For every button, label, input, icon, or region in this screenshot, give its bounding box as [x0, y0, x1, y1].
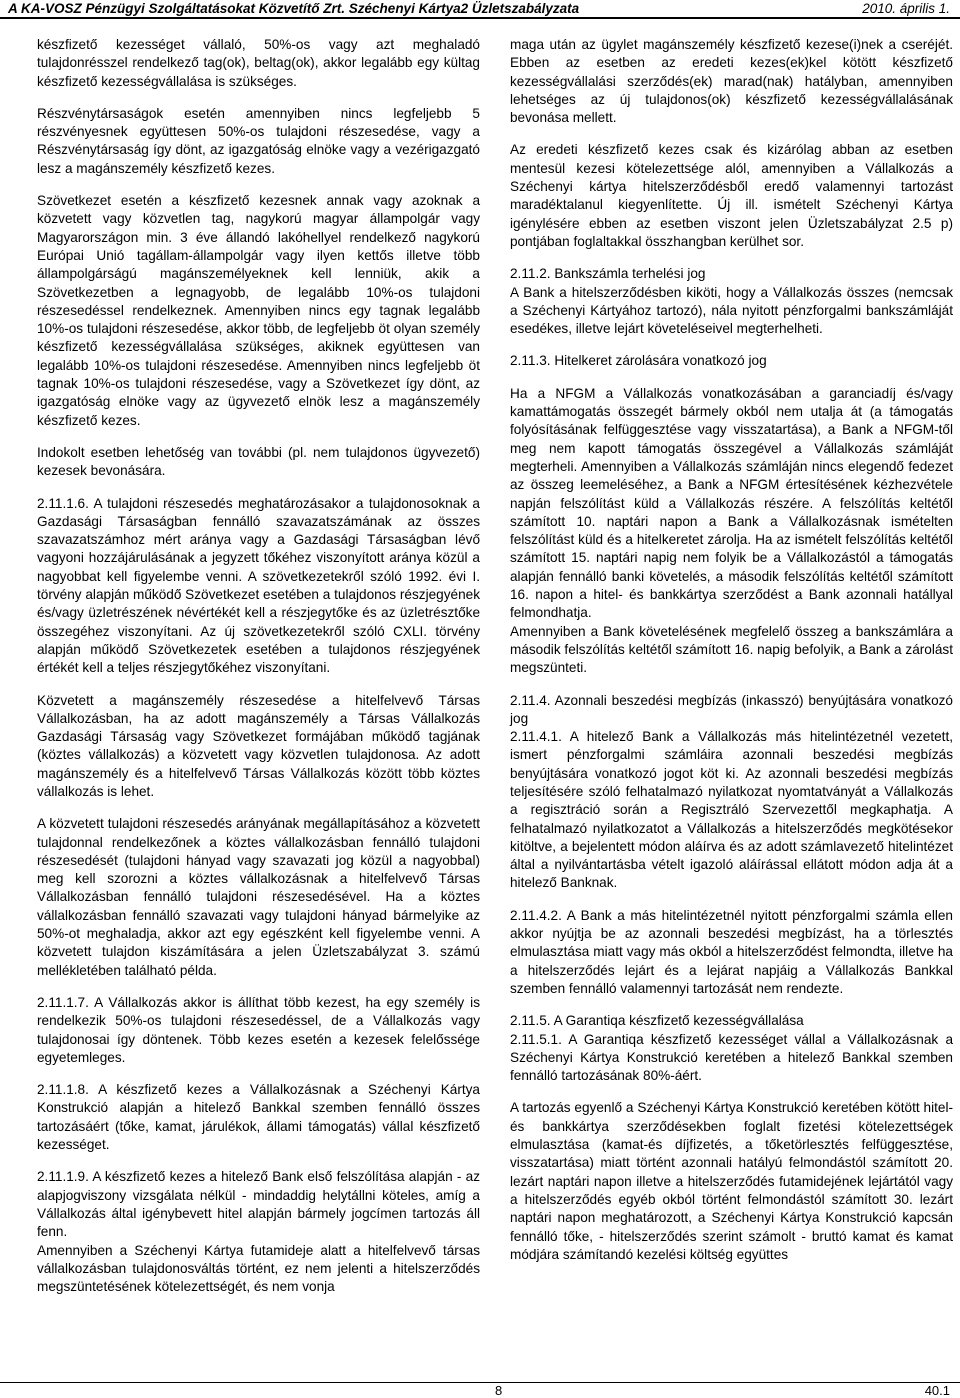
paragraph: Ha a NFGM a Vállalkozás vonatkozásában a garanciadíj és/vagy kamattámogatás összegét bármely okból nem utalja át (a támogatás folyósításának felfüggesztése vagy visszatartása), a Bank a NFGM-től meg nem kapott támogatás összegével a Vállalkozás számláját megterheli. Amennyiben a Vállalkozás számláján nincs elegendő fedezet az összeg leemeléséhez, a Bank a NFGM értesítésének kézhezvétele napján felszólítást küld a Vállalkozás részére. A felszólítás keltétől számított 10. naptári napon a Bank a Vállalkozásnak ismételten felszólítást küld és a hitelkeretet zárolja. Ha az ismételt felszólítás keltétől számított 15. naptári napig nem folyik be a Vállalkozástól a támogatás alapján fennálló banki követelés, a második felszólítás keltétől számított 16. napon a hitel- és bankkártya szerződést a Bank azonnali hatállyal felmondhatja.: [510, 385, 953, 621]
section-heading: 2.11.5. A Garantiqa készfizető kezességvállalása: [510, 1013, 804, 1029]
paragraph: Az eredeti készfizető kezes csak és kizárólag abban az esetben mentesül kezesi kötelezettsége alól, amennyiben a Vállalkozás a Széchenyi kártya hitelszerződésből eredő valamennyi tartozást maradéktalanul kiegyenlítette. Új ill. ismételt Széchenyi Kártya igénylésére ebben az esetben viszont jelen Üzletszabályzat 2.5 p) pontjában foglaltakkal összhangban kerülhet sor.: [510, 142, 953, 249]
section-heading: 2.11.2. Bankszámla terhelési jog: [510, 266, 706, 282]
left-column: [37, 36, 480, 1296]
paragraph: 2.11.1.6. A tulajdoni részesedés meghatározásakor a tulajdonosoknak a Gazdasági Társaságban fennálló szavazatszámának az összes szavazatszámhoz mért aránya vagy a Gazdasági Társaságban lévő vagyoni hozzájárulásának a jegyzett tőkéhez viszonyított aránya közül a nagyobbat kell figyelembe venni. A szövetkezetekről szóló 1992. évi I. törvény alapján működő Szövetkezet esetében a tulajdonos részjegyének és/vagy üzletrészének névértékét kell a részjegytőke és az üzletrésztőke összegéhez viszonyítani. Az új szövetkezetekről szóló CXLI. törvény alapján működő Szövetkezetek esetében a tulajdonos részjegyének értékét kell a teljes részjegytőkéhez viszonyítani.: [37, 495, 480, 676]
paragraph: készfizető kezességet vállaló, 50%-os vagy azt meghaladó tulajdonrésszel rendelkező tag(ok), beltag(ok), akkor legalább egy kültag készfizető kezességvállalása is szükséges.: [37, 37, 480, 89]
paragraph: Közvetett a magánszemély részesedése a hitelfelvevő Társas Vállalkozásban, ha az adott magánszemély a Társas Vállalkozás Gazdasági Társaság vagy Szövetkezet formájában működő tagjának (köztes vállalkozás) a közvetett vagy közvetlen tulajdonosa. Az adott magánszemély és a hitelfelvevő Társas Vállalkozás között több köztes vállalkozás is lehet.: [37, 692, 480, 799]
right-column: [510, 36, 953, 1264]
document-date: 2010. április 1.: [862, 1, 950, 16]
paragraph: 2.11.4.1. A hitelező Bank a Vállalkozás más hitelintézetnél vezetett, ismert pénzforgalmi számláira azonnali beszedési megbízás benyújtására vonatkozó jogot köt ki. Az azonnali beszedési megbízás teljesítésére szóló felhatalmazó nyilatkozat nyomtatványát a Vállalkozás a regisztráció során a Regisztráló Szervezettől megkaphatja. A felhatalmazó nyilatkozatot a Vállalkozás a hitelszerződés megkötésekor kitöltve, a bejelentett módon aláírva és az adott számlavezető hitelintézet által a nyilvántartásba vételt igazoló aláírással ellátott módon adja át a hitelező Banknak.: [510, 729, 953, 891]
section-heading: 2.11.4. Azonnali beszedési megbízás (inkasszó) benyújtására vonatkozó jog: [510, 692, 953, 726]
paragraph: maga után az ügylet magánszemély készfizető kezese(i)nek a cseréjét. Ebben az esetben az eredeti kezes(ek)kel kötött készfizető kezességvállalási szerződés(ek) marad(nak) hatályban, amennyiben lehetséges az új tulajdonos(ok) készfizető kezességvállalásának bevonása mellett.: [510, 37, 953, 126]
document-version: 40.1: [924, 1383, 950, 1398]
paragraph: 2.11.1.9. A készfizető kezes a hitelező Bank első felszólítása alapján - az alapjogviszony vizsgálata nélkül - mindaddig helytállni köteles, amíg a Vállalkozás által igénybevett hitel alapján bármely jogcímen tartozás áll fenn.: [37, 1169, 480, 1240]
page-number: 8: [495, 1383, 503, 1398]
paragraph: Amennyiben a Széchenyi Kártya futamideje alatt a hitelfelvevő társas vállalkozásban tulajdonosváltás történt, ez nem jelenti a hitelszerződés megszüntetésének kötelezettségét, és nem vonja: [37, 1242, 480, 1295]
paragraph: 2.11.1.8. A készfizető kezes a Vállalkozásnak a Széchenyi Kártya Konstrukció alapján a hitelező Bankkal szemben fennálló összes tartozásáért (tőke, kamat, járulékok, állami támogatás) vállal készfizető kezességet.: [37, 1082, 480, 1153]
paragraph: Indokolt esetben lehetőség van további (pl. nem tulajdonos ügyvezető) kezesek bevonására.: [37, 444, 480, 479]
paragraph: A közvetett tulajdoni részesedés arányának megállapításához a közvetett tulajdonnal rendelkezőnek a köztes vállalkozásban fennálló tulajdoni részesedését (tulajdoni hányad vagy szavazati jog közül a nagyobbal) meg kell szorozni a köztes vállalkozásnak a hitelfelvevő Társas Vállalkozásban fennálló tulajdoni részesedésével. Ha a köztes vállalkozásban fennálló szavazati vagy tulajdoni hányad bármelyike az 50%-ot meghaladja, akkor azt egy egészként kell figyelembe venni. A közvetett tulajdon kiszámítására a jelen Üzletszabályzat 3. számú mellékletében található példa.: [37, 816, 480, 978]
paragraph: 2.11.1.7. A Vállalkozás akkor is állíthat több kezest, ha egy személy is rendelkezik 50%-os tulajdoni részesedéssel, de a Vállalkozás vagy tulajdonosai így döntenek. Több kezes esetén a kezesek felelőssége egyetemleges.: [37, 994, 480, 1065]
document-title: A KA-VOSZ Pénzügyi Szolgáltatásokat Közvetítő Zrt. Széchenyi Kártya2 Üzletszabályzata: [8, 1, 580, 16]
paragraph: 2.11.5.1. A Garantiqa készfizető kezességet vállal a Vállalkozásnak a Széchenyi Kártya Konstrukció keretében a hitelező Bankkal szemben fennálló tartozásának 80%-áért.: [510, 1031, 953, 1084]
section-heading: 2.11.3. Hitelkeret zárolására vonatkozó jog: [510, 353, 767, 369]
footer-divider: [0, 1382, 960, 1383]
paragraph: 2.11.4.2. A Bank a más hitelintézetnél nyitott pénzforgalmi számla ellen akkor nyújtja be az azonnali beszedési megbízást, ha a törlesztés elmulasztása miatt vagy más okból a hitelszerződést felmondta, illetve ha a hitelszerződés lejárt és a lejárat napjáig a Vállalkozás Bankkal szemben fennálló valamennyi tartozását nem rendezte.: [510, 907, 953, 996]
paragraph: A tartozás egyenlő a Széchenyi Kártya Konstrukció keretében kötött hitel- és bankkártya szerződésekben foglalt fizetési kötelezettségek elmulasztása (kamat-és díjfizetés, a tőketörlesztés felfüggesztése, visszatartása) miatt történt azonnali hatályú felmondástól számított 20. lezárt naptári napon illetve a hitelszerződés futamidejének lejártától vagy a hitelszerződés egyéb okból történt felmondástól számított 30. lezárt naptári napon meghatározott, a Széchenyi Kártya Konstrukció kapcsán fennálló tőke, - hitelszerződés szerint számolt - bruttó kamat és kamat módjára számítandó kezelési költség együttes: [510, 1100, 953, 1262]
page-header: [0, 0, 960, 19]
paragraph: Amennyiben a Bank követelésének megfelelő összeg a bankszámlára a második felszólítás keltétől számított 16. napig befolyik, a Bank a zárolást megszünteti.: [510, 623, 953, 676]
paragraph: Részvénytársaságok esetén amennyiben nincs legfeljebb 5 részvényesnek együttesen 50%-os tulajdoni részesedése, vagy a Részvénytársaság így dönt, az igazgatóság elnöke vagy a vezérigazgató lesz a magánszemély készfizető kezes.: [37, 105, 480, 176]
page-footer: [0, 1382, 960, 1397]
paragraph: Szövetkezet esetén a készfizető kezesnek annak vagy azoknak a közvetett vagy közvetlen tag, nagykorú magyar állampolgár vagy Magyarországon min. 3 éve állandó lakóhellyel rendelkező nagykorú Európai Unió tagállam-állampolgár vagy ilyen kettős illetve több állampolgárságú magánszemélyeknek kell lenniük, akik a Szövetkezetben a legnagyobb, de legalább 10%-os tulajdoni részesedéssel rendelkeznek. Amennyiben nincs egy tagnak legalább 10%-os tulajdoni részesedése, akkor több, de legfeljebb öt olyan személy készfizető kezességvállalása szükséges, akiknek együttesen van legalább 10%-os tulajdoni részesedése. Amennyiben nincs legfeljebb öt tagnak 10%-os tulajdoni részesedése, vagy a Szövetkezet így dönt, az igazgatóság elnöke vagy az ügyvezető elnök lesz a magánszemély készfizető kezes.: [37, 193, 480, 428]
paragraph: A Bank a hitelszerződésben kiköti, hogy a Vállalkozás összes (nemcsak a Széchenyi Kártyához tartozó), nála nyitott pénzforgalmi bankszámláját esedékes, illetve lejárt követeléseivel megterhelheti.: [510, 284, 953, 337]
